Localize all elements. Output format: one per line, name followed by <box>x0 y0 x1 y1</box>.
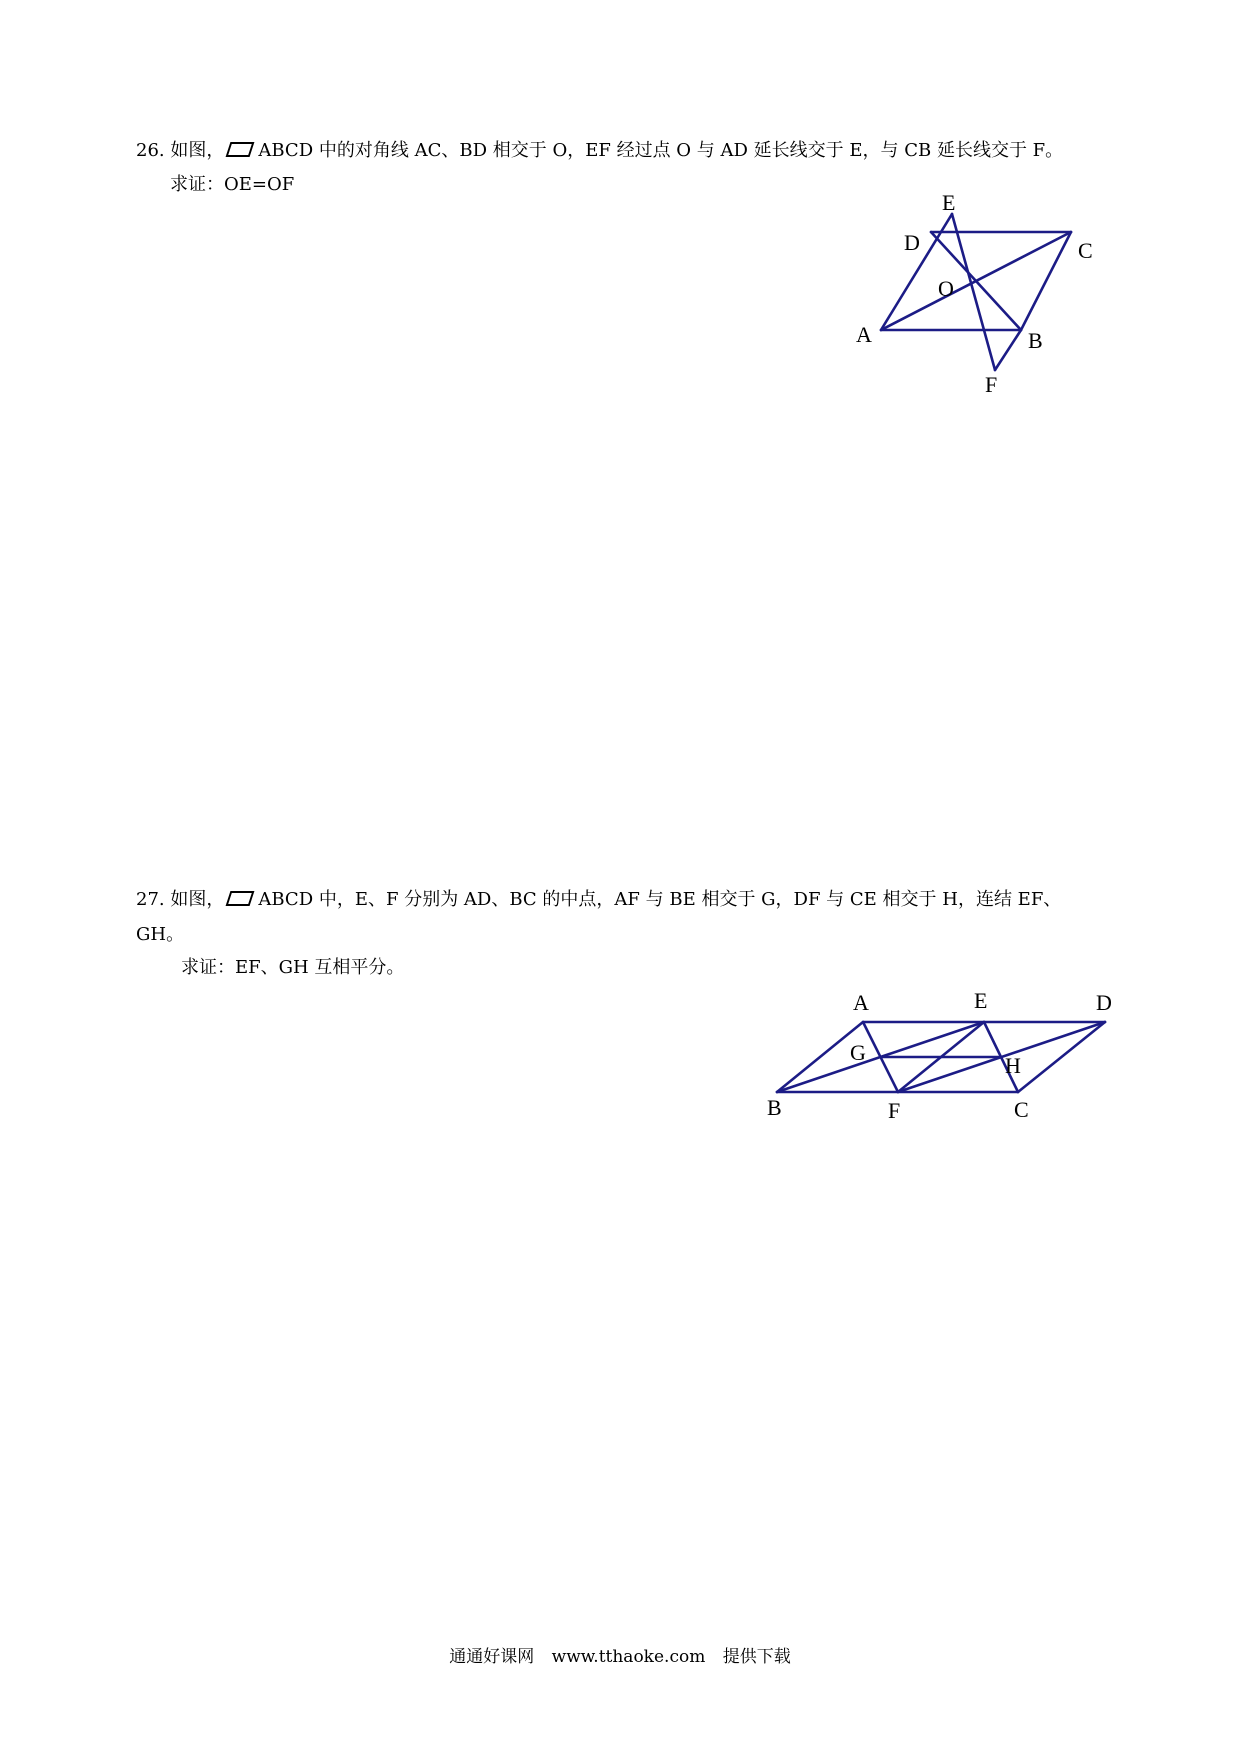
problem-26-statement: ABCD 中的对角线 AC、BD 相交于 O，EF 经过点 O 与 AD 延长线交于 E，与 CB 延长线交于 F。 <box>258 140 1064 161</box>
footer-url[interactable]: www.tthaoke.com <box>551 1647 706 1667</box>
parallelogram-icon <box>226 891 255 906</box>
label-d: D <box>904 230 920 255</box>
label-f: F <box>888 1098 901 1123</box>
problem-27-line-2: GH。 <box>136 924 185 945</box>
label-o: O <box>938 276 954 301</box>
problem-26-intro: 如图， <box>170 140 225 161</box>
label-e: E <box>942 190 956 215</box>
problem-26-number: 26. <box>136 140 165 161</box>
segment-dc <box>1018 1022 1105 1092</box>
problem-26-prove: 求证：OE=OF <box>170 174 295 195</box>
problem-27-prove: 求证：EF、GH 互相平分。 <box>181 957 405 978</box>
problem-27-statement: ABCD 中，E、F 分别为 AD、BC 的中点，AF 与 BE 相交于 G，DF 与 CE 相交于 H，连结 EF、 <box>258 889 1062 910</box>
segment-ef <box>952 214 995 370</box>
problem-27-figure <box>760 985 1130 1125</box>
problem-26-line-1 <box>136 142 1063 160</box>
label-h: H <box>1005 1053 1021 1078</box>
label-a: A <box>853 990 869 1015</box>
label-d: D <box>1096 990 1112 1015</box>
footer <box>0 1642 1240 1667</box>
label-b: B <box>767 1095 782 1120</box>
label-a: A <box>856 322 872 347</box>
label-f: F <box>985 372 998 397</box>
parallelogram-icon <box>226 142 255 157</box>
label-b: B <box>1028 328 1043 353</box>
footer-suffix: 提供下载 <box>722 1647 791 1667</box>
problem-26-figure <box>850 190 1110 400</box>
label-c: C <box>1014 1097 1029 1122</box>
problem-27-intro: 如图， <box>170 889 225 910</box>
segment-bc <box>1021 232 1071 330</box>
label-e: E <box>974 988 988 1013</box>
problem-27-line-1 <box>136 891 1061 909</box>
problem-27-number: 27. <box>136 889 165 910</box>
label-c: C <box>1078 238 1093 263</box>
segment-bf <box>995 330 1021 370</box>
footer-site-name: 通通好课网 <box>449 1647 535 1667</box>
label-g: G <box>850 1040 866 1065</box>
